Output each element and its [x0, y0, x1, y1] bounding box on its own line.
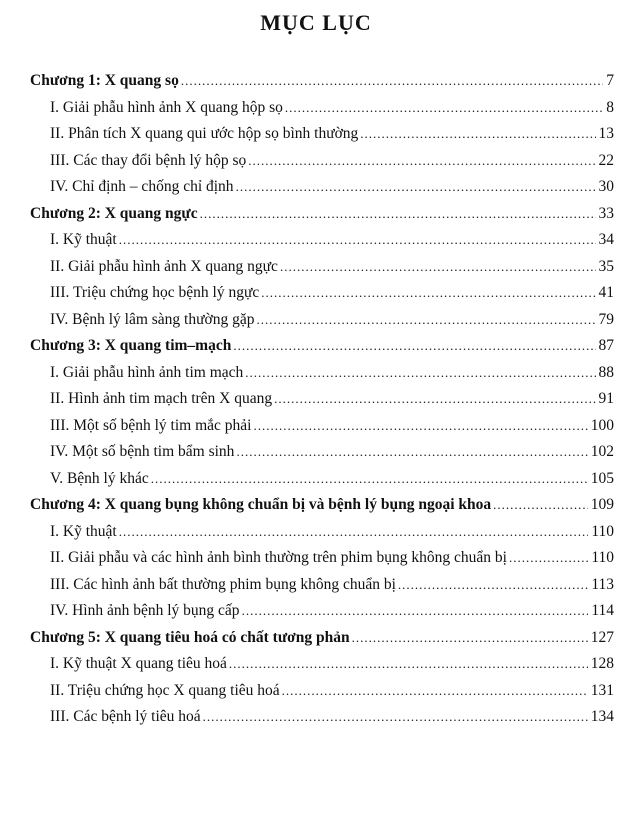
toc-entry-24[interactable]: [30, 708, 614, 735]
dot-leader: [282, 683, 588, 699]
toc-entry-label: Chương 2: X quang ngực: [30, 204, 198, 222]
dot-leader: [236, 179, 596, 195]
toc-entry-6[interactable]: [30, 231, 614, 258]
toc-entry-page: 113: [591, 575, 614, 593]
dot-leader: [242, 603, 589, 619]
toc-entry-page: 127: [590, 628, 614, 646]
dot-leader: [274, 391, 595, 407]
toc-entry-label: Chương 5: X quang tiêu hoá có chất tương phản: [30, 628, 350, 646]
toc-entry-label: III. Một số bệnh lý tim mắc phải: [50, 416, 252, 434]
dot-leader: [360, 126, 595, 142]
toc-entry-label: III. Các hình ảnh bất thường phim bụng không chuẩn bị: [50, 575, 396, 593]
dot-leader: [253, 418, 587, 434]
toc-entry-1[interactable]: [30, 99, 614, 126]
toc-entry-page: 100: [590, 416, 614, 434]
toc-entry-15[interactable]: [30, 470, 614, 497]
dot-leader: [285, 100, 603, 116]
dot-leader: [261, 285, 595, 301]
toc-entry-label: Chương 3: X quang tim–mạch: [30, 337, 232, 354]
toc-entry-page: 30: [598, 178, 614, 195]
dot-leader: [256, 312, 595, 328]
toc-entry-8[interactable]: [30, 284, 614, 311]
toc-entry-22[interactable]: [30, 655, 614, 682]
dot-leader: [280, 259, 596, 275]
toc-entry-page: 128: [590, 655, 614, 672]
dot-leader: [236, 444, 587, 460]
dot-leader: [493, 497, 588, 513]
dot-leader: [229, 656, 588, 672]
toc-entry-label: V. Bệnh lý khác: [50, 469, 149, 487]
dot-leader: [398, 577, 588, 593]
toc-entry-page: 110: [591, 549, 614, 566]
toc-entry-label: I. Kỹ thuật: [50, 231, 117, 248]
toc-entry-2[interactable]: [30, 125, 614, 152]
toc-entry-label: Chương 1: X quang sọ: [30, 72, 179, 89]
toc-entry-page: 114: [591, 602, 614, 619]
toc-entry-label: IV. Một số bệnh tim bẩm sinh: [50, 443, 235, 460]
toc-entry-label: II. Giải phẫu hình ảnh X quang ngực: [50, 257, 278, 275]
dot-leader: [151, 471, 588, 487]
toc-entry-4[interactable]: [30, 178, 614, 205]
dot-leader: [233, 338, 595, 354]
toc-entry-page: 79: [598, 310, 614, 328]
dot-leader: [245, 365, 595, 381]
dot-leader: [248, 153, 595, 169]
toc-entry-10[interactable]: [30, 337, 614, 364]
toc-entry-label: II. Hình ảnh tim mạch trên X quang: [50, 390, 273, 407]
toc-entry-20[interactable]: [30, 602, 614, 629]
toc-entry-21[interactable]: [30, 629, 614, 656]
toc-entry-label: II. Phân tích X quang qui ước hộp sọ bình thường: [50, 125, 359, 142]
toc-entry-label: III. Các thay đổi bệnh lý hộp sọ: [50, 151, 247, 169]
toc-entry-14[interactable]: [30, 443, 614, 470]
toc-entry-label: II. Giải phẫu và các hình ảnh bình thường trên phim bụng không chuẩn bị: [50, 549, 507, 566]
toc-entry-12[interactable]: [30, 390, 614, 417]
toc-entry-page: 8: [606, 98, 614, 116]
toc-entry-23[interactable]: [30, 682, 614, 709]
toc-entry-18[interactable]: [30, 549, 614, 576]
toc-entry-17[interactable]: [30, 523, 614, 550]
toc-entry-9[interactable]: [30, 311, 614, 338]
toc-entry-page: 41: [598, 284, 614, 301]
toc-entry-label: Chương 4: X quang bụng không chuẩn bị và bệnh lý bụng ngoại khoa: [30, 496, 492, 513]
toc-entry-page: 22: [598, 151, 614, 169]
dot-leader: [119, 232, 596, 248]
toc-entry-label: I. Kỹ thuật X quang tiêu hoá: [50, 655, 227, 672]
toc-entry-11[interactable]: [30, 364, 614, 391]
toc-entry-5[interactable]: [30, 205, 614, 232]
toc-entry-0[interactable]: [30, 72, 614, 99]
toc-entry-page: 110: [591, 522, 614, 540]
toc-entry-page: 134: [590, 708, 614, 725]
dot-leader: [119, 524, 589, 540]
toc-entry-page: 88: [598, 363, 614, 381]
toc-entry-7[interactable]: [30, 258, 614, 285]
toc-entry-3[interactable]: [30, 152, 614, 179]
dot-leader: [200, 206, 596, 222]
toc-entry-label: I. Giải phẫu hình ảnh tim mạch: [50, 363, 244, 381]
toc-entry-label: IV. Bệnh lý lâm sàng thường gặp: [50, 310, 255, 328]
toc-entry-page: 87: [598, 337, 614, 354]
toc-entry-page: 33: [598, 204, 614, 222]
toc-entry-13[interactable]: [30, 417, 614, 444]
toc-entry-label: II. Triệu chứng học X quang tiêu hoá: [50, 681, 280, 699]
toc-entry-page: 7: [606, 72, 614, 89]
dot-leader: [203, 709, 588, 725]
toc-entry-label: IV. Chỉ định – chống chỉ định: [50, 178, 234, 195]
toc-entry-page: 102: [590, 443, 614, 460]
toc-entry-page: 13: [598, 125, 614, 142]
page-title: MỤC LỤC: [260, 10, 372, 35]
toc-entry-label: IV. Hình ảnh bệnh lý bụng cấp: [50, 602, 240, 619]
toc-entry-page: 105: [590, 469, 614, 487]
toc-entry-label: III. Triệu chứng học bệnh lý ngực: [50, 284, 260, 301]
toc-entry-page: 35: [598, 257, 614, 275]
toc-entry-16[interactable]: [30, 496, 614, 523]
toc-entry-page: 91: [598, 390, 614, 407]
dot-leader: [181, 73, 603, 89]
toc-entry-label: I. Kỹ thuật: [50, 522, 117, 540]
table-of-contents: [30, 72, 614, 735]
toc-entry-19[interactable]: [30, 576, 614, 603]
toc-entry-label: III. Các bệnh lý tiêu hoá: [50, 708, 201, 725]
toc-entry-page: 109: [590, 496, 614, 513]
dot-leader: [352, 630, 588, 646]
toc-entry-page: 34: [598, 231, 614, 248]
toc-entry-label: I. Giải phẫu hình ảnh X quang hộp sọ: [50, 98, 283, 116]
toc-entry-page: 131: [590, 681, 614, 699]
dot-leader: [509, 550, 588, 566]
